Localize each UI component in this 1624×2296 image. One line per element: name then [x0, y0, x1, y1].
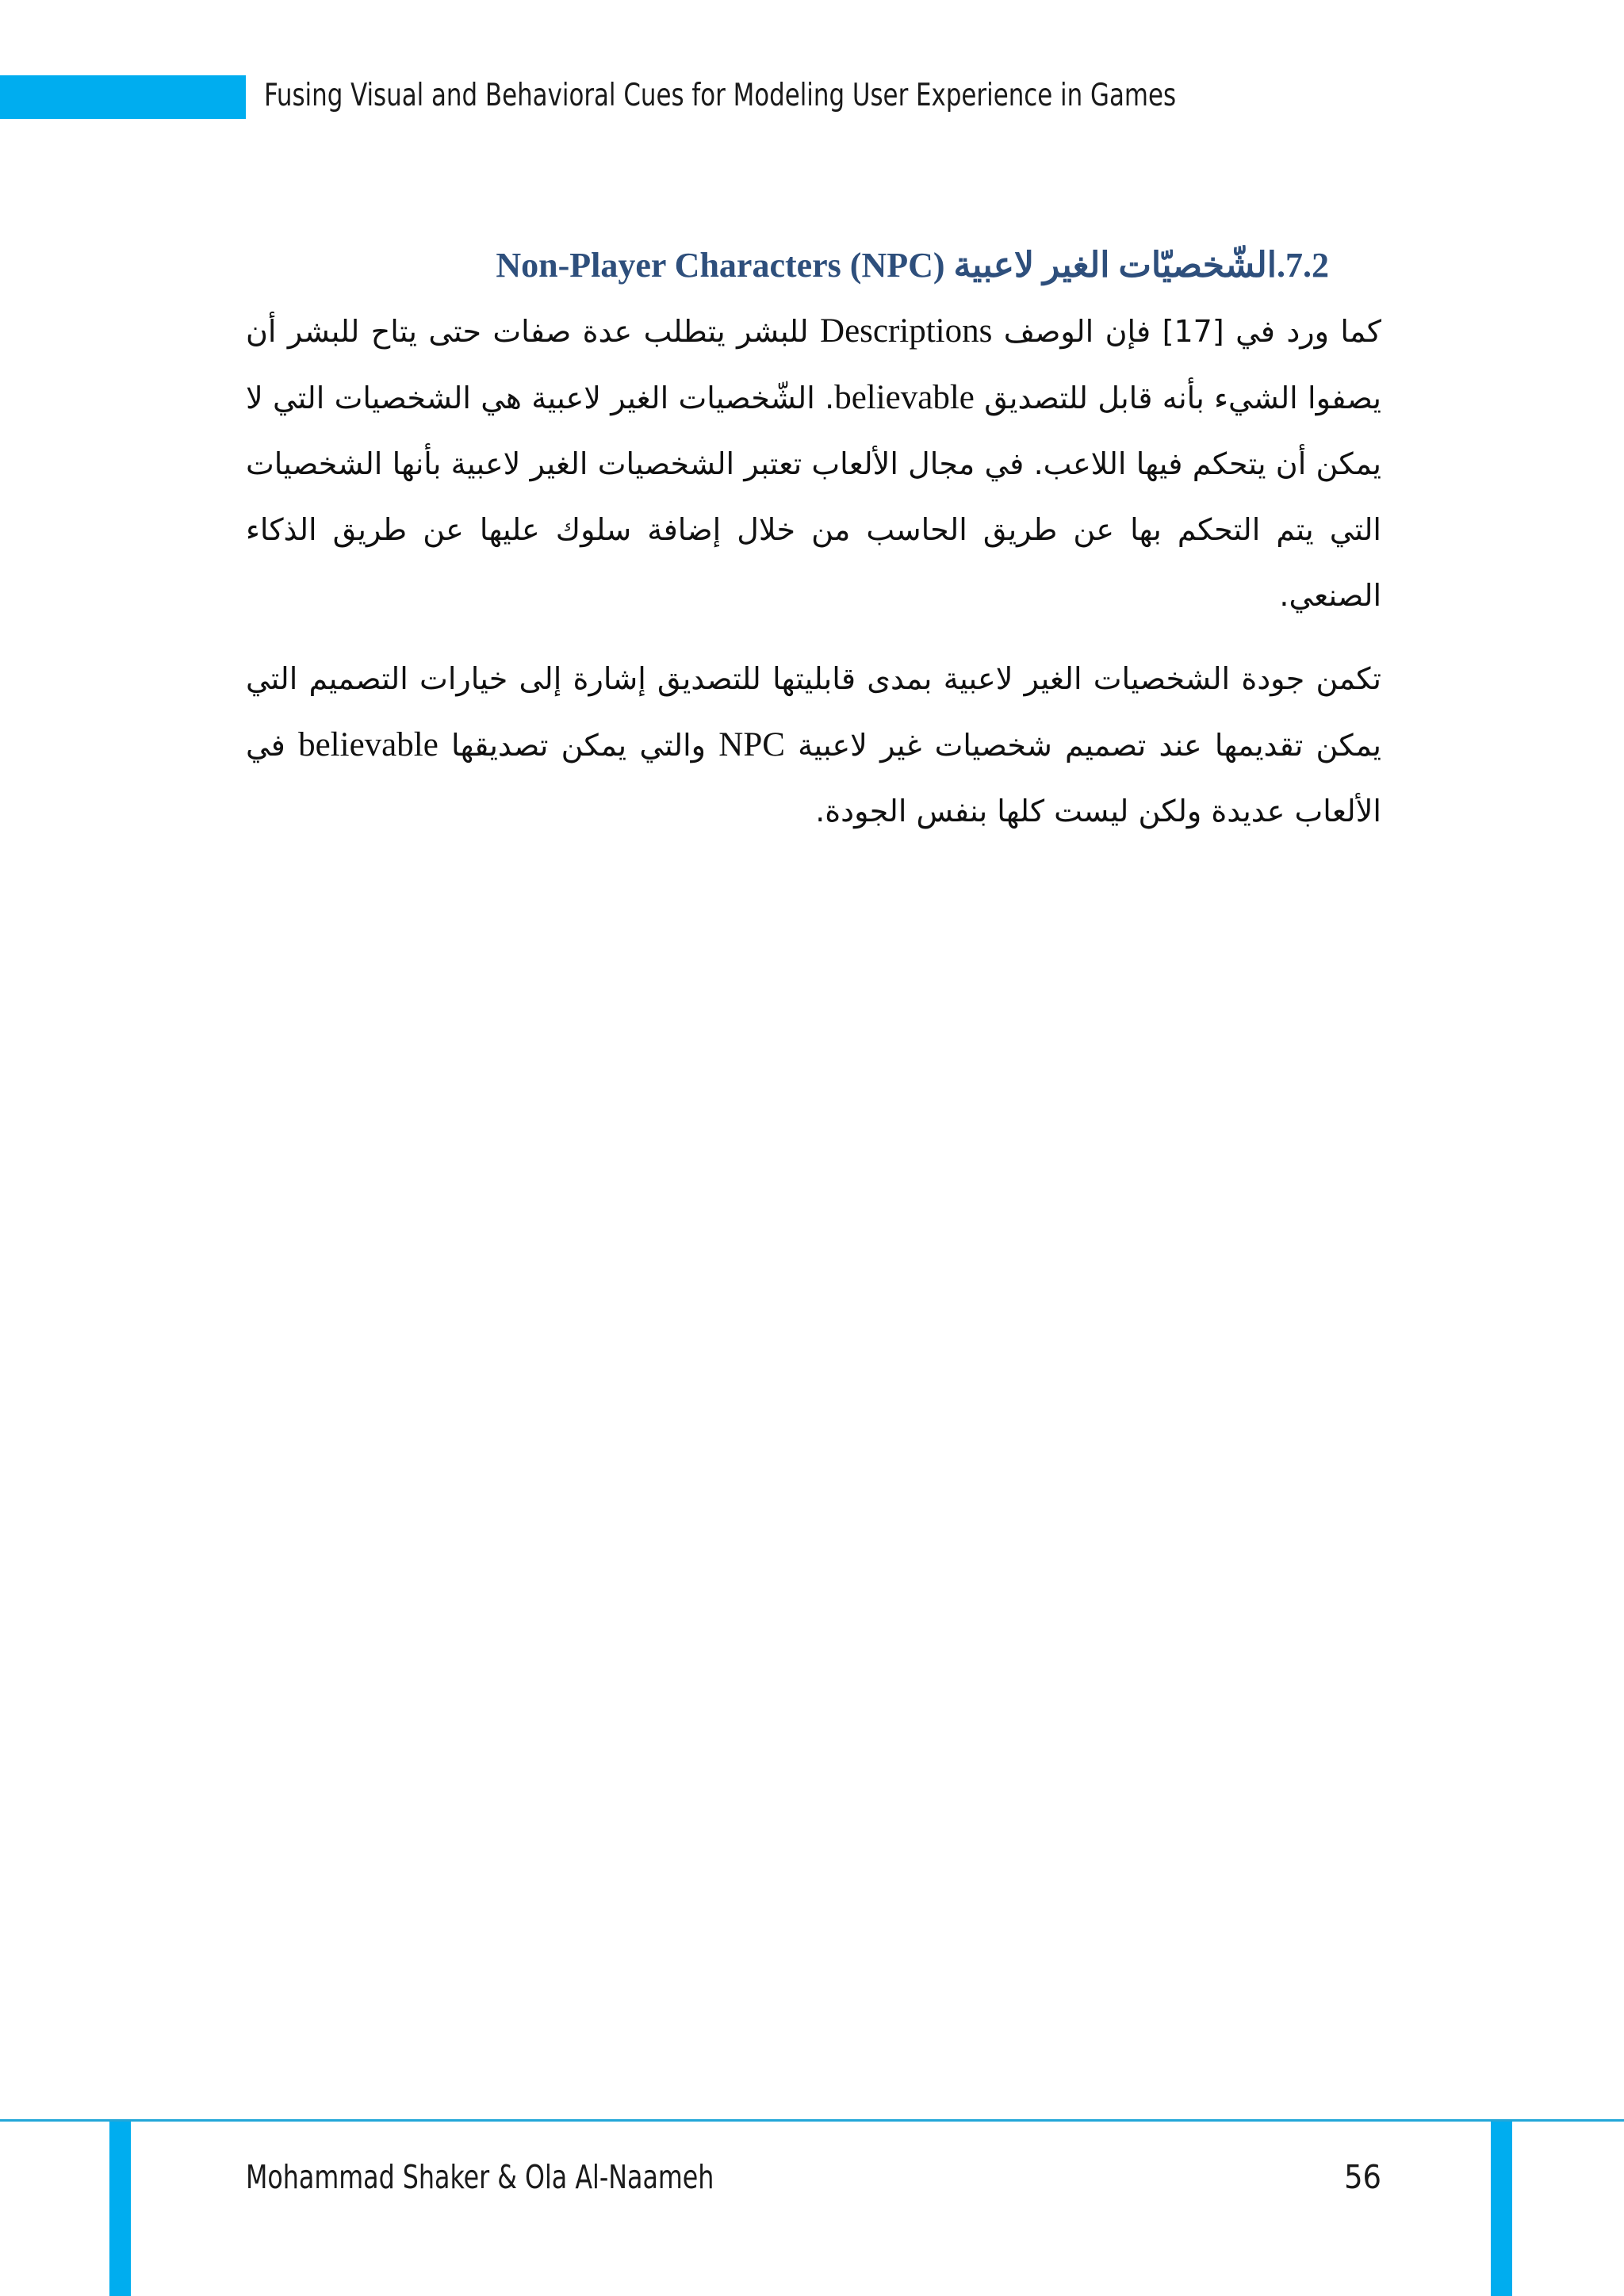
- header-accent-bar: [0, 75, 246, 119]
- paragraph-1-text-b: للبشر يتطلب عدة صفات حتى يتاح للبشر أن يصفوا الشيء بأنه قابل للتصديق: [246, 314, 1381, 415]
- footer-divider: [0, 2119, 1624, 2122]
- paragraph-1-text-c: . الشّخصيات الغير لاعبية هي الشخصيات التي لا يمكن أن يتحكم فيها اللاعب. في مجال الألعاب تعتبر الشخصيات الغير لاعبية بأنها الشخصيات التي يتم التحكم بها عن طريق الحاسب من خلال إضافة سلوك عليها عن طريق الذكاء الصنعي.: [246, 381, 1381, 613]
- section-heading: [246, 238, 1329, 293]
- footer-accent-bar-left: [109, 2122, 131, 2296]
- paragraph-2-text-a: تكمن جودة الشخصيات الغير لاعبية بمدى قابليتها للتصديق إشارة إلى خيارات التصميم التي يمكن تقديمها عند تصميم شخصيات غير لاعبية: [246, 661, 1381, 763]
- paragraph-2-text-b: والتي يمكن تصديقها: [438, 728, 719, 763]
- paragraph-2-text-c: في الألعاب عديدة ولكن ليست كلها بنفس الجودة.: [246, 728, 1381, 828]
- body-paragraph-2: [246, 646, 1381, 844]
- term-descriptions: Descriptions: [820, 312, 993, 350]
- body-paragraph-1: [246, 298, 1381, 629]
- footer-accent-bar-right: [1491, 2122, 1512, 2296]
- section-number: 7.2.: [1277, 246, 1329, 285]
- section-title-english: Non-Player Characters (NPC): [496, 246, 945, 285]
- page-content: [246, 238, 1381, 844]
- term-npc: NPC: [718, 726, 785, 763]
- section-title-arabic: الشّخصيّات الغير لاعبية: [953, 246, 1277, 285]
- footer-authors: Mohammad Shaker & Ola Al-Naameh: [246, 2158, 714, 2196]
- term-believable: believable: [298, 726, 439, 763]
- page-number: 56: [1344, 2158, 1381, 2196]
- term-believable: believable: [834, 379, 975, 416]
- running-header-title: Fusing Visual and Behavioral Cues for Modeling User Experience in Games: [264, 78, 1177, 113]
- paragraph-1-text-a: كما ورد في [17] فإن الوصف: [992, 314, 1381, 349]
